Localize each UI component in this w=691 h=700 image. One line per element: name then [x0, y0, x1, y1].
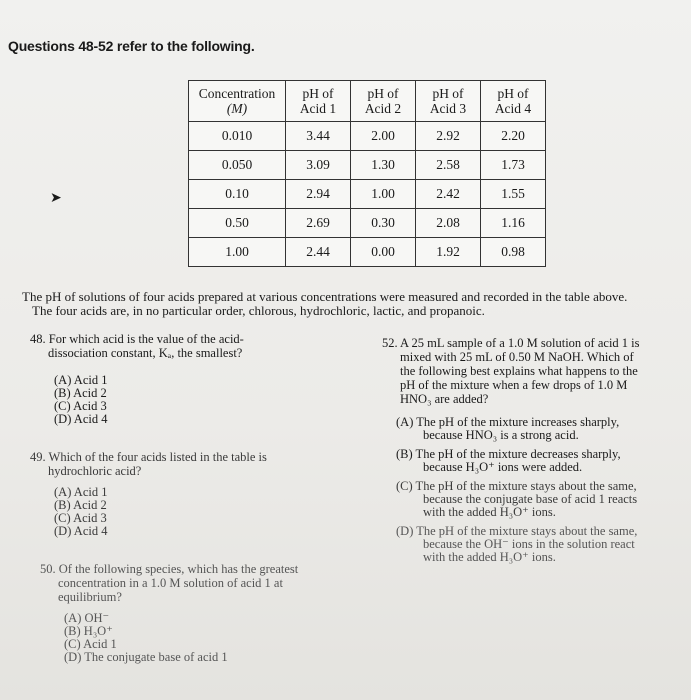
question-49 — [30, 450, 267, 538]
table-cell: 3.09 — [286, 151, 351, 180]
table-cell: 1.55 — [481, 180, 546, 209]
answer-option[interactable]: (A) OH⁻ — [64, 611, 110, 625]
table-cell: 2.58 — [416, 151, 481, 180]
question-stem: equilibrium? — [58, 590, 122, 604]
question-stem: the following best explains what happens to the — [400, 364, 638, 378]
answer-option[interactable]: (A) Acid 1 — [54, 485, 108, 499]
mouse-cursor-icon: ➤ — [50, 190, 62, 206]
table-cell: 0.050 — [189, 151, 286, 180]
answer-option[interactable]: (C) Acid 3 — [54, 511, 107, 525]
table-cell: 2.69 — [286, 209, 351, 238]
table-cell: 2.94 — [286, 180, 351, 209]
question-stem: HNO₃ are added? — [400, 392, 489, 406]
answer-options — [30, 374, 244, 426]
answer-option[interactable]: (C) Acid 1 — [64, 637, 117, 651]
table-cell: 0.98 — [481, 238, 546, 267]
answer-options — [40, 612, 298, 664]
answer-option[interactable]: (D) Acid 4 — [54, 412, 108, 426]
answer-option[interactable]: (D) The pH of the mixture stays about the same, because the OH⁻ ions in the solution react with the added H₃O⁺ ions. — [396, 524, 638, 564]
table-cell: 0.010 — [189, 122, 286, 151]
question-stem: pH of the mixture when a few drops of 1.0 M — [400, 378, 628, 392]
table-cell: 0.50 — [189, 209, 286, 238]
table-cell: 0.30 — [351, 209, 416, 238]
answer-option[interactable]: (A) Acid 1 — [54, 373, 108, 387]
table-cell: 1.16 — [481, 209, 546, 238]
table-row — [189, 238, 546, 267]
table-cell: 2.20 — [481, 122, 546, 151]
section-heading: Questions 48-52 refer to the following. — [8, 38, 255, 54]
table-header-row — [189, 81, 546, 122]
table-row — [189, 122, 546, 151]
question-stem: mixed with 25 mL of 0.50 M NaOH. Which of — [400, 350, 634, 364]
table-cell: 2.92 — [416, 122, 481, 151]
table-cell: 3.44 — [286, 122, 351, 151]
question-stem: concentration in a 1.0 M solution of acid 1 at — [58, 576, 283, 590]
column-header: Concentration (M) — [189, 81, 286, 122]
question-stem: hydrochloric acid? — [48, 464, 142, 478]
answer-options — [30, 486, 267, 538]
intro-line: The pH of solutions of four acids prepared at various concentrations were measured and recorded in the table above. — [22, 289, 628, 304]
question-50 — [40, 562, 298, 664]
column-header: pH of Acid 4 — [481, 81, 546, 122]
table-cell: 2.44 — [286, 238, 351, 267]
table-cell: 2.42 — [416, 180, 481, 209]
question-stem: 52. A 25 mL sample of a 1.0 M solution of acid 1 is — [382, 336, 640, 350]
table-cell: 0.00 — [351, 238, 416, 267]
question-stem: 49. Which of the four acids listed in the table is — [30, 450, 267, 464]
ph-data-table — [188, 80, 546, 267]
answer-option[interactable]: (D) The conjugate base of acid 1 — [64, 650, 228, 664]
intro-paragraph — [22, 290, 691, 318]
question-stem: 50. Of the following species, which has the greatest — [40, 562, 299, 576]
table-row — [189, 180, 546, 209]
table-cell: 0.10 — [189, 180, 286, 209]
table-row — [189, 209, 546, 238]
answer-option[interactable]: (B) H₃O⁺ — [64, 624, 113, 638]
question-48 — [30, 332, 244, 426]
question-stem: 48. For which acid is the value of the acid- — [30, 332, 244, 346]
answer-option[interactable]: (D) Acid 4 — [54, 524, 108, 538]
table-cell: 1.92 — [416, 238, 481, 267]
table-cell: 1.00 — [189, 238, 286, 267]
table-cell: 1.73 — [481, 151, 546, 180]
table-cell: 1.30 — [351, 151, 416, 180]
column-header: pH of Acid 3 — [416, 81, 481, 122]
answer-option[interactable]: (B) Acid 2 — [54, 386, 107, 400]
answer-option[interactable]: (B) The pH of the mixture decreases sharply, because H₃O⁺ ions were added. — [396, 447, 621, 474]
table-cell: 2.08 — [416, 209, 481, 238]
column-header: pH of Acid 2 — [351, 81, 416, 122]
table-cell: 1.00 — [351, 180, 416, 209]
answer-options — [382, 416, 682, 564]
column-header: pH of Acid 1 — [286, 81, 351, 122]
answer-option[interactable]: (A) The pH of the mixture increases sharply, because HNO₃ is a strong acid. — [396, 415, 620, 442]
answer-option[interactable]: (B) Acid 2 — [54, 498, 107, 512]
question-52 — [382, 336, 682, 570]
table-cell: 2.00 — [351, 122, 416, 151]
question-stem: dissociation constant, Kₐ, the smallest? — [48, 346, 243, 360]
answer-option[interactable]: (C) Acid 3 — [54, 399, 107, 413]
table-row — [189, 151, 546, 180]
intro-line: The four acids are, in no particular order, chlorous, hydrochloric, lactic, and propanoic. — [32, 303, 485, 318]
answer-option[interactable]: (C) The pH of the mixture stays about the same, because the conjugate base of acid 1 reacts with the added H₃O⁺ ions. — [396, 479, 638, 519]
